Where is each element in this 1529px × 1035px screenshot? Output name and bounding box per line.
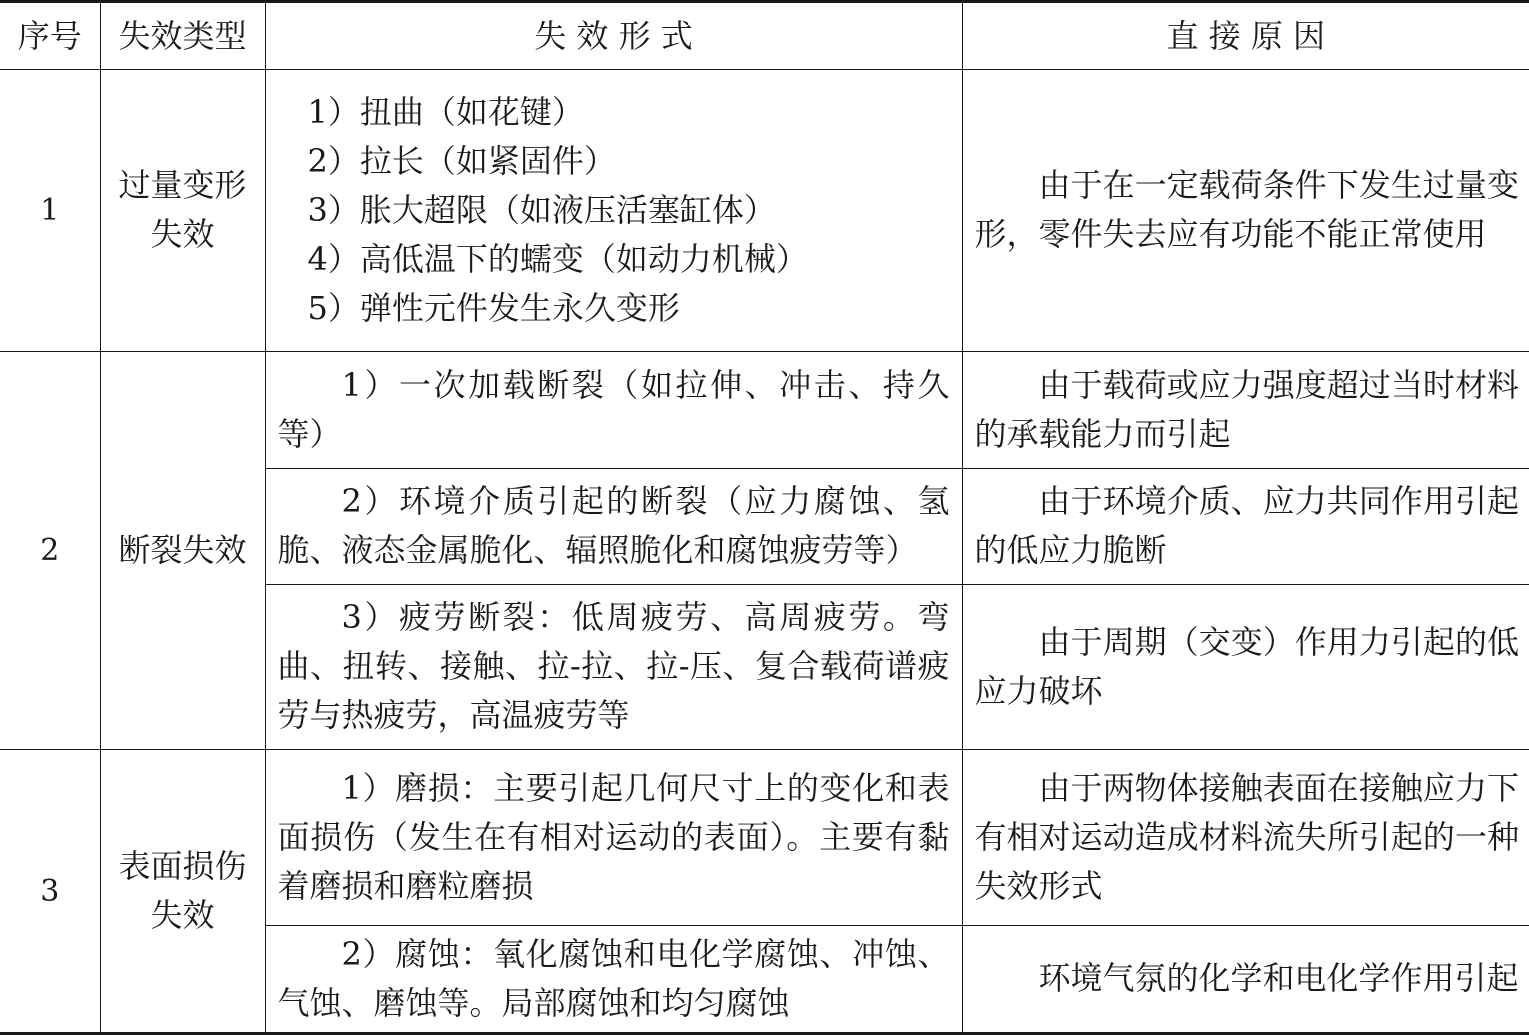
direct-cause-cell (962, 750, 1529, 926)
header-serial-no: 序号 (0, 2, 100, 70)
direct-cause-cell (962, 469, 1529, 584)
failure-form-cell (265, 351, 962, 468)
row-serial-no: 2 (0, 351, 100, 749)
failure-form-text: 3）疲劳断裂：低周疲劳、高周疲劳。弯曲、扭转、接触、拉-拉、拉-压、复合载荷谱疲劳与热疲劳，高温疲劳等 (277, 598, 950, 735)
row-failure-type (100, 70, 265, 352)
table-row (0, 70, 1529, 352)
row-failure-type (100, 750, 265, 1034)
failure-form-text: 1）一次加载断裂（如拉伸、冲击、持久等） (277, 366, 950, 454)
header-direct-cause: 直 接 原 因 (962, 2, 1529, 70)
direct-cause-text: 由于两物体接触表面在接触应力下有相对运动造成材料流失所引起的一种失效形式 (974, 768, 1519, 905)
list-item: 5）弹性元件发生永久变形 (307, 288, 680, 327)
failure-form-cell (265, 925, 962, 1033)
row-serial-no: 1 (0, 70, 100, 352)
failure-type-label: 过量变形失效 (118, 166, 247, 254)
table-row (0, 750, 1529, 926)
direct-cause-cell (962, 925, 1529, 1033)
header-failure-type: 失效类型 (100, 2, 265, 70)
failure-form-text: 2）环境介质引起的断裂（应力腐蚀、氢脆、液态金属脆化、辐照脆化和腐蚀疲劳等） (277, 482, 950, 570)
failure-form-cell (265, 584, 962, 750)
failure-form-cell (265, 750, 962, 926)
list-item: 4）高低温下的蠕变（如动力机械） (307, 239, 808, 278)
list-item: 2）拉长（如紧固件） (307, 141, 616, 180)
list-item: 3）胀大超限（如液压活塞缸体） (307, 190, 776, 229)
direct-cause-cell (962, 351, 1529, 468)
direct-cause-text: 由于载荷或应力强度超过当时材料的承载能力而引起 (974, 366, 1519, 454)
failure-form-text: 1）磨损：主要引起几何尺寸上的变化和表面损伤（发生在有相对运动的表面）。主要有黏着磨损和磨粒磨损 (277, 768, 950, 905)
direct-cause-text: 环境气氛的化学和电化学作用引起 (1038, 959, 1519, 998)
direct-cause-text: 由于周期（交变）作用力引起的低应力破坏 (974, 622, 1519, 710)
failure-form-cell (265, 70, 962, 352)
table-row (0, 351, 1529, 468)
failure-form-list (278, 88, 950, 333)
header-failure-form: 失 效 形 式 (265, 2, 962, 70)
row-failure-type (100, 351, 265, 749)
failure-type-label: 断裂失效 (118, 530, 247, 569)
direct-cause-text: 由于在一定载荷条件下发生过量变形，零件失去应有功能不能正常使用 (974, 166, 1519, 254)
direct-cause-cell (962, 70, 1529, 352)
failure-type-label: 表面损伤失效 (118, 847, 247, 935)
list-item: 1）扭曲（如花键） (307, 92, 584, 131)
failure-form-text: 2）腐蚀：氧化腐蚀和电化学腐蚀、冲蚀、气蚀、磨蚀等。局部腐蚀和均匀腐蚀 (277, 934, 950, 1022)
failure-form-cell (265, 469, 962, 584)
row-serial-no: 3 (0, 750, 100, 1034)
direct-cause-cell (962, 584, 1529, 750)
direct-cause-text: 由于环境介质、应力共同作用引起的低应力脆断 (974, 482, 1519, 570)
table-header-row (0, 2, 1529, 70)
